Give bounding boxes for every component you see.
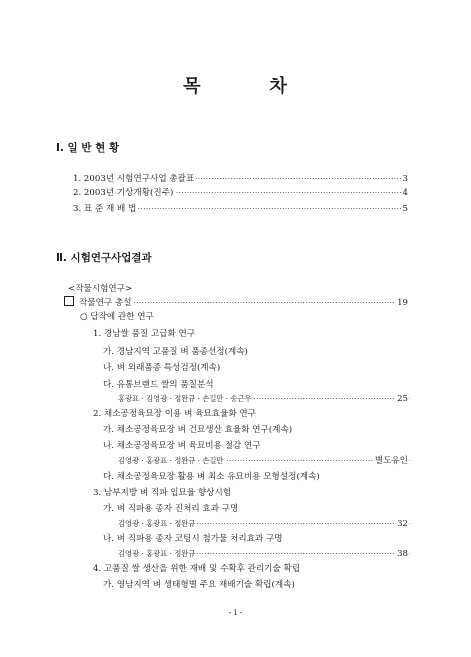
toc-entry-page: 38 xyxy=(397,549,408,559)
item-4a: 가. 영남지역 벼 생태형별 주요 재배기술 확립(계속) xyxy=(103,580,295,590)
item-4: 4. 고품질 쌀 생산을 위한 재배 및 수확후 관리기술 확립 xyxy=(93,564,301,574)
item-1c: 다. 유통브랜드 쌀의 품질분석 xyxy=(103,380,214,390)
circle-item: ○ 답작에 관한 연구 xyxy=(80,312,154,322)
toc-entry-label: 1. 2003년 시험연구사업 총괄표 xyxy=(73,174,195,184)
item-1a: 가. 경남지역 고품질 벼 품종선정(계속) xyxy=(103,347,248,357)
toc-entry[interactable] xyxy=(0,172,471,186)
subheading-row xyxy=(0,282,471,296)
title-char-2: 차 xyxy=(269,76,288,97)
item-2b: 나. 채소공정육묘장 벼 육묘비용 절감 연구 xyxy=(103,441,261,451)
toc-line xyxy=(0,578,471,592)
toc-entry[interactable] xyxy=(0,392,471,406)
toc-line xyxy=(0,407,471,421)
toc-entry-label: 2. 2003년 기상개황(진주) xyxy=(73,188,174,198)
page-title xyxy=(0,72,471,98)
title-char-1: 목 xyxy=(183,76,202,97)
toc-line xyxy=(0,439,471,453)
toc-line xyxy=(0,378,471,392)
toc-line xyxy=(0,470,471,484)
toc-line xyxy=(0,562,471,576)
toc-entry-page: 별도유인 xyxy=(374,456,408,466)
page-number: - i - xyxy=(228,608,243,618)
toc-line xyxy=(0,532,471,546)
toc-line xyxy=(0,361,471,375)
toc-line xyxy=(0,502,471,516)
toc-entry[interactable] xyxy=(0,202,471,216)
toc-entry[interactable] xyxy=(0,186,471,200)
toc-entry-label: 작물연구 총설 xyxy=(79,298,132,308)
authors: 김영광 · 홍광표 · 정완규 xyxy=(118,547,197,561)
checkbox-icon xyxy=(64,296,74,306)
authors: 김영광 · 홍광표 · 정완규 xyxy=(118,517,197,531)
item-1: 1. 경남쌀 품질 고급화 연구 xyxy=(93,329,196,339)
toc-entry-page: 3 xyxy=(402,174,408,184)
section-2-heading: Ⅱ. 시험연구사업결과 xyxy=(56,252,152,264)
toc-entry[interactable] xyxy=(0,547,471,561)
item-2a: 가. 채소공정육묘장 벼 건묘생산 효율화 연구(계속) xyxy=(103,425,293,435)
item-2c: 다. 채소공정육묘장 활용 벼 최소 유묘비용 모형설정(계속) xyxy=(103,472,320,482)
leader-dots xyxy=(90,296,402,310)
toc-entry-page: 25 xyxy=(397,394,408,404)
item-3b: 나. 벼 직파용 종자 코팅시 첨가물 처리효과 구명 xyxy=(103,534,283,544)
item-3: 3. 남부지방 벼 직파 입묘율 향상시험 xyxy=(93,488,232,498)
item-3a: 가. 벼 직파용 종자 진처리 효과 구명 xyxy=(103,504,239,514)
toc-entry-page: 4 xyxy=(402,188,408,198)
toc-entry[interactable] xyxy=(0,517,471,531)
item-2: 2. 채소공정육묘장 이용 벼 육묘효율화 연구 xyxy=(93,409,256,419)
toc-entry-page: 19 xyxy=(397,298,408,308)
toc-line xyxy=(0,345,471,359)
authors: 홍광표 · 김영광 · 정완규 · 손길만 · 송근우 xyxy=(118,392,254,406)
subheading: <작물시험연구> xyxy=(68,284,133,294)
toc-line xyxy=(0,486,471,500)
toc-entry-label: 3. 표 준 재 배 법 xyxy=(73,204,137,214)
authors: 김영광 · 홍광표 · 정완규 · 손길만 xyxy=(118,454,225,468)
item-1b: 나. 벼 외래품종 특성검정(계속) xyxy=(103,363,221,373)
toc-entry[interactable] xyxy=(0,454,471,468)
toc-line xyxy=(0,327,471,341)
toc-line xyxy=(0,310,471,324)
section-1-heading: Ⅰ. 일 반 현 황 xyxy=(56,142,120,154)
toc-entry-page: 5 xyxy=(402,204,408,214)
toc-entry[interactable] xyxy=(0,296,471,310)
toc-line xyxy=(0,423,471,437)
toc-entry-page: 32 xyxy=(397,519,408,529)
